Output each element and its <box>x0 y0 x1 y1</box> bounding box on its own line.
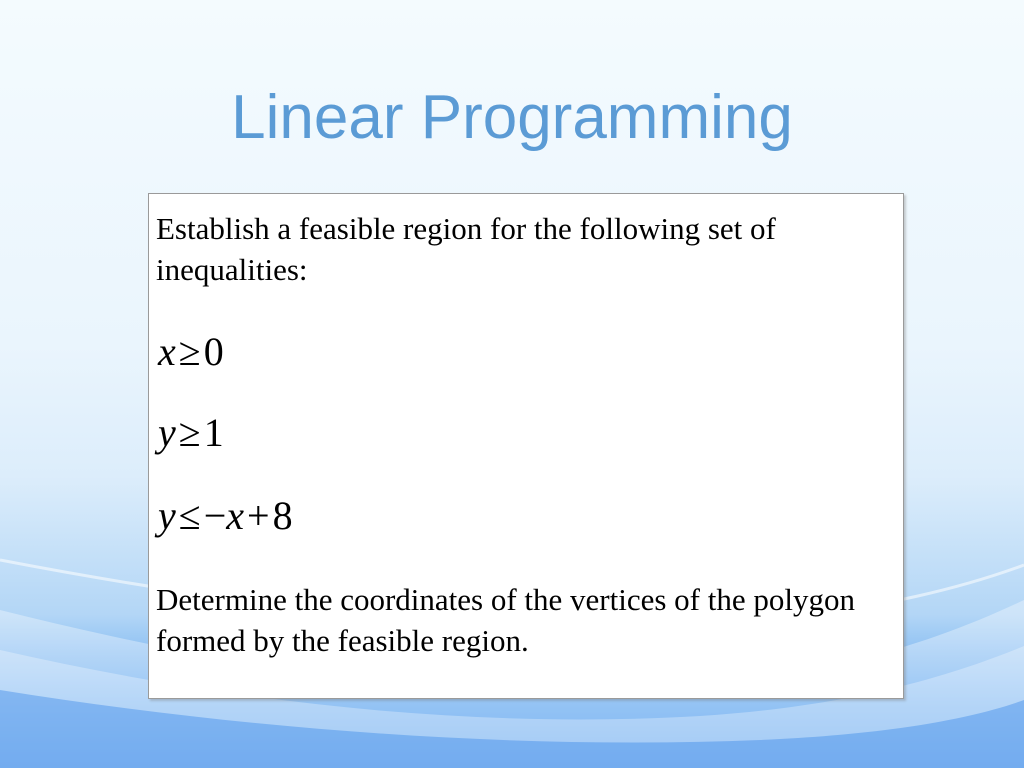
problem-question-text: Determine the coordinates of the vertices of the polygon formed by the feasible region. <box>156 582 855 658</box>
inequality-1-rhs: 0 <box>203 329 224 374</box>
inequality-3-variable: y <box>158 493 176 538</box>
inequality-3 <box>158 492 293 540</box>
inequality-1-operator: ≥ <box>178 329 201 374</box>
problem-intro-text: Establish a feasible region for the following set of inequalities: <box>156 211 776 287</box>
inequality-1 <box>158 328 224 376</box>
inequality-3-minus: − <box>203 493 227 538</box>
inequality-2 <box>158 409 224 457</box>
inequality-2-rhs: 1 <box>203 410 224 455</box>
problem-image <box>148 193 904 699</box>
inequality-3-plus: + <box>247 493 270 538</box>
inequality-2-variable: y <box>158 410 176 455</box>
inequality-1-variable: x <box>158 329 176 374</box>
inequality-2-operator: ≥ <box>178 410 201 455</box>
slide-title: Linear Programming <box>231 83 793 152</box>
inequality-3-rhs-variable: x <box>226 493 245 538</box>
inequality-3-operator: ≤ <box>178 493 201 538</box>
inequality-3-constant: 8 <box>272 493 293 538</box>
